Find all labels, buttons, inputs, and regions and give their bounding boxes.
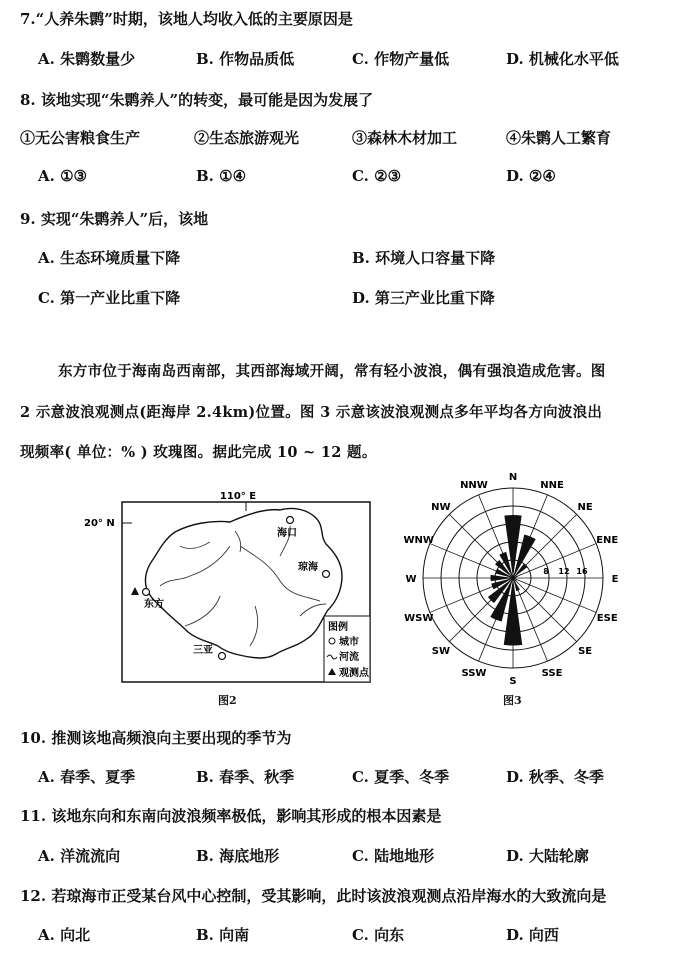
rose-direction-label: WSW <box>404 613 434 625</box>
rose-direction-label: SSE <box>541 668 563 680</box>
figure-2-caption: 图2 <box>218 694 237 707</box>
q9-option-d: D. 第三产业比重下降 <box>352 289 495 307</box>
rose-direction-label: SE <box>578 646 593 658</box>
city-dongfang-marker <box>143 589 150 596</box>
rose-petal-n <box>504 515 521 578</box>
rose-direction-label: S <box>509 676 517 687</box>
q9-stem: 9. 实现“朱鹮养人”后，该地 <box>20 210 209 228</box>
river <box>240 546 320 601</box>
river <box>235 531 241 552</box>
q7-option-a: A. 朱鹮数量少 <box>38 50 136 68</box>
passage-line-3: 现频率( 单位：% ) 玫瑰图。据此完成 10 ~ 12 题。 <box>20 444 377 461</box>
q11-option-d: D. 大陆轮廓 <box>506 847 589 865</box>
legend-observation-label: 观测点 <box>339 668 369 679</box>
q8-item-3: ③森林木材加工 <box>352 129 458 147</box>
legend-river-label: 河流 <box>339 652 359 663</box>
q10-option-b: B. 春季、秋季 <box>196 768 295 786</box>
q8-item-4: ④朱鹮人工繁育 <box>506 129 612 147</box>
q8-item-2: ②生态旅游观光 <box>194 129 300 147</box>
rose-direction-label: ESE <box>596 613 618 625</box>
q12-option-c: C. 向东 <box>352 926 405 944</box>
rose-direction-label: E <box>611 574 619 585</box>
q10-option-c: C. 夏季、冬季 <box>352 768 450 786</box>
city-sanya-label: 三亚 <box>193 645 213 656</box>
q12-option-a: A. 向北 <box>38 926 91 944</box>
q9-option-a: A. 生态环境质量下降 <box>38 249 181 267</box>
city-dongfang-label: 东方 <box>144 599 164 610</box>
q11-option-b: B. 海底地形 <box>196 847 280 865</box>
q11-option-a: A. 洋流流向 <box>38 847 121 865</box>
legend-city-icon <box>329 638 335 644</box>
river <box>250 606 258 646</box>
river <box>180 542 210 549</box>
q7-option-d: D. 机械化水平低 <box>506 50 619 68</box>
city-haikou-marker <box>287 517 294 524</box>
rose-scale-label: 16 <box>576 567 588 576</box>
q12-option-b: B. 向南 <box>196 926 250 944</box>
hainan-map <box>80 486 380 686</box>
rose-direction-label: W <box>405 574 417 585</box>
rose-direction-label: SW <box>431 646 450 658</box>
rose-scale-label: 12 <box>558 567 570 576</box>
rose-direction-label: NE <box>577 501 593 513</box>
q8-item-1: ①无公害粮食生产 <box>20 129 141 147</box>
rose-direction-label: NW <box>431 501 451 513</box>
q12-stem: 12. 若琼海市正受某台风中心控制，受其影响，此时该波浪观测点沿岸海水的大致流向是 <box>20 887 607 905</box>
wave-rose-chart <box>393 472 643 687</box>
q7-stem: 7.“人养朱鹮”时期，该地人均收入低的主要原因是 <box>20 10 353 28</box>
q10-stem: 10. 推测该地高频浪向主要出现的季节为 <box>20 729 292 747</box>
q7-option-c: C. 作物产量低 <box>352 50 450 68</box>
rose-direction-label: NNE <box>540 479 564 491</box>
rose-petal-w <box>491 575 514 581</box>
q12-option-d: D. 向西 <box>506 926 559 944</box>
q11-stem: 11. 该地东向和东南向波浪频率极低，影响其形成的根本因素是 <box>20 807 442 825</box>
legend-title: 图例 <box>328 622 348 633</box>
map-latitude-label: 20° N <box>84 518 115 529</box>
rose-direction-label: NNW <box>460 479 488 491</box>
river <box>160 546 230 586</box>
q9-option-b: B. 环境人口容量下降 <box>352 249 496 267</box>
q10-option-a: A. 春季、夏季 <box>38 768 136 786</box>
rose-spoke <box>513 578 577 642</box>
hainan-island-outline <box>145 508 342 658</box>
rose-direction-label: SSW <box>461 668 487 680</box>
q11-option-c: C. 陆地地形 <box>352 847 435 865</box>
passage-line-2: 2 示意波浪观测点(距海岸 2.4km)位置。图 3 示意该波浪观测点多年平均各方向波浪出 <box>20 404 603 421</box>
observation-point-marker <box>131 587 139 595</box>
map-longitude-label: 110° E <box>219 491 257 502</box>
city-qionghai-marker <box>323 571 330 578</box>
city-haikou-label: 海口 <box>277 528 297 539</box>
rose-direction-label: N <box>508 472 518 483</box>
rose-petal-s <box>504 578 522 646</box>
q10-option-d: D. 秋季、冬季 <box>506 768 604 786</box>
city-qionghai-label: 琼海 <box>298 562 318 573</box>
q8-option-b: B. ①④ <box>196 167 247 185</box>
q8-stem: 8. 该地实现“朱鹮养人”的转变，最可能是因为发展了 <box>20 91 374 109</box>
figure-3-caption: 图3 <box>503 694 522 707</box>
q7-option-b: B. 作物品质低 <box>196 50 295 68</box>
river <box>185 596 220 626</box>
rose-direction-label: WNW <box>403 534 434 546</box>
q8-option-a: A. ①③ <box>38 167 87 185</box>
city-sanya-marker <box>219 653 226 660</box>
q9-option-c: C. 第一产业比重下降 <box>38 289 181 307</box>
legend-city-label: 城市 <box>339 637 359 648</box>
passage-line-1: 东方市位于海南岛西南部，其西部海域开阔，常有轻小波浪，偶有强浪造成危害。图 <box>58 363 606 380</box>
q8-option-c: C. ②③ <box>352 167 402 185</box>
river <box>300 604 326 616</box>
rose-scale-label: 8 <box>543 567 549 576</box>
q8-option-d: D. ②④ <box>506 167 556 185</box>
rose-direction-label: ENE <box>596 534 619 546</box>
